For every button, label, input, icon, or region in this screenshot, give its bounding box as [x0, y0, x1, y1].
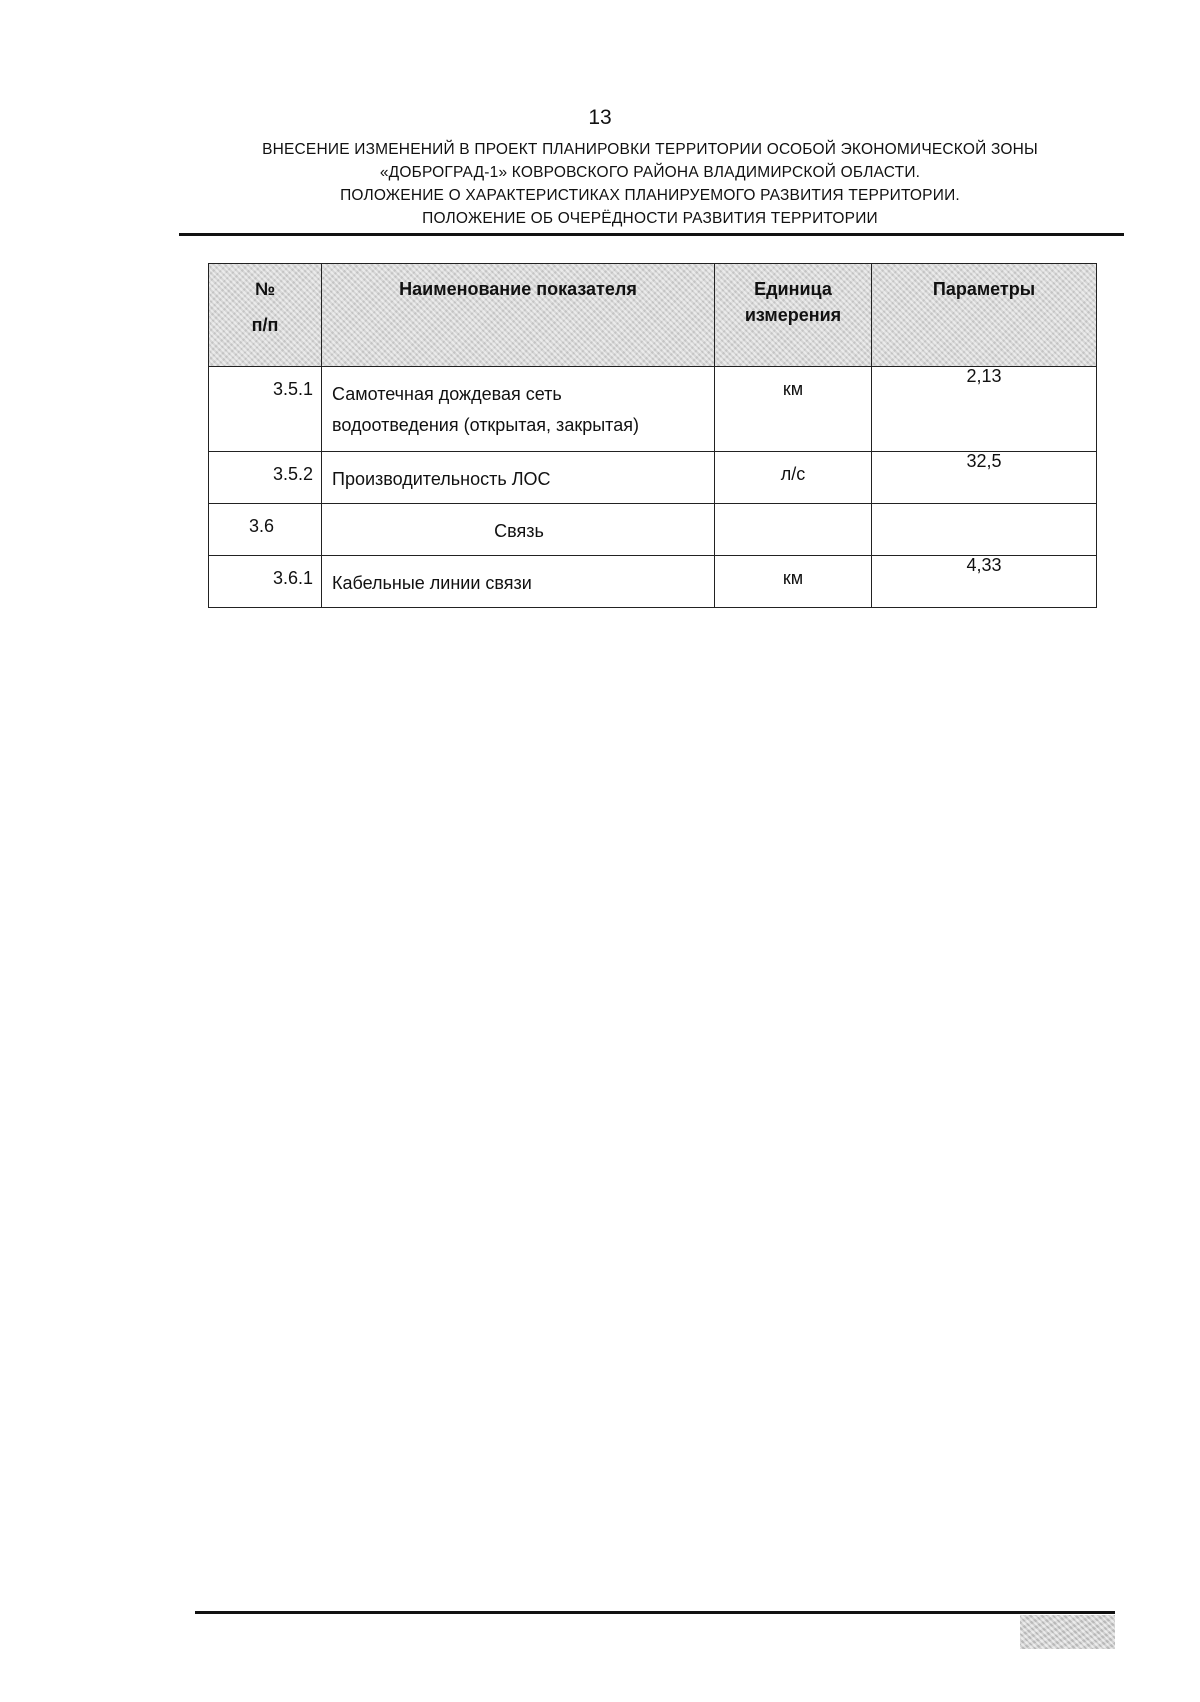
header-number [209, 264, 322, 367]
row-parameter-value: 2,13 [966, 366, 1002, 386]
header-unit [715, 264, 872, 367]
page-number: 13 [588, 106, 612, 129]
row-number: 3.5.2 [209, 452, 322, 504]
header-line-4: ПОЛОЖЕНИЕ ОБ ОЧЕРЁДНОСТИ РАЗВИТИЯ ТЕРРИТОРИИ [422, 210, 878, 227]
footer-divider [195, 1611, 1115, 1614]
row-unit: км [715, 556, 872, 608]
header-unit-line1: Единица [754, 279, 832, 299]
header-parameters: Параметры [872, 264, 1097, 367]
table-row [209, 452, 1097, 504]
row-unit: л/с [715, 452, 872, 504]
document-header [180, 138, 1120, 230]
row-indicator-name: Производительность ЛОС [322, 452, 715, 504]
row-indicator-name-line2: водоотведения (открытая, закрытая) [332, 415, 639, 435]
table-header-row [209, 264, 1097, 367]
indicators-table [208, 263, 1097, 608]
table-row [209, 556, 1097, 608]
footer-stamp-mark [1020, 1615, 1115, 1649]
row-indicator-name: Кабельные линии связи [322, 556, 715, 608]
header-unit-line2: измерения [744, 305, 842, 325]
row-parameter [872, 556, 1097, 608]
row-number: 3.6 [209, 504, 322, 556]
row-indicator-name-line1: Самотечная дождевая сеть [332, 384, 562, 404]
row-parameter [872, 504, 1097, 556]
table-row [209, 367, 1097, 452]
header-number-line2: п/п [251, 315, 279, 335]
header-line-3: ПОЛОЖЕНИЕ О ХАРАКТЕРИСТИКАХ ПЛАНИРУЕМОГО РАЗВИТИЯ ТЕРРИТОРИИ. [340, 187, 960, 204]
table-row [209, 504, 1097, 556]
row-number: 3.5.1 [209, 367, 322, 452]
row-parameter-value: 32,5 [966, 451, 1002, 471]
row-parameter [872, 452, 1097, 504]
row-indicator-name [322, 367, 715, 452]
header-number-line1: № [254, 279, 276, 299]
header-line-2: «ДОБРОГРАД-1» КОВРОВСКОГО РАЙОНА ВЛАДИМИРСКОЙ ОБЛАСТИ. [379, 164, 921, 181]
row-number: 3.6.1 [209, 556, 322, 608]
row-unit: км [715, 367, 872, 452]
header-divider [179, 233, 1124, 236]
row-parameter-value: 4,33 [966, 555, 1002, 575]
row-unit [715, 504, 872, 556]
row-parameter [872, 367, 1097, 452]
header-indicator-name: Наименование показателя [322, 264, 715, 367]
row-indicator-name: Связь [322, 504, 715, 556]
header-line-1: ВНЕСЕНИЕ ИЗМЕНЕНИЙ В ПРОЕКТ ПЛАНИРОВКИ ТЕРРИТОРИИ ОСОБОЙ ЭКОНОМИЧЕСКОЙ ЗОНЫ [262, 141, 1038, 158]
